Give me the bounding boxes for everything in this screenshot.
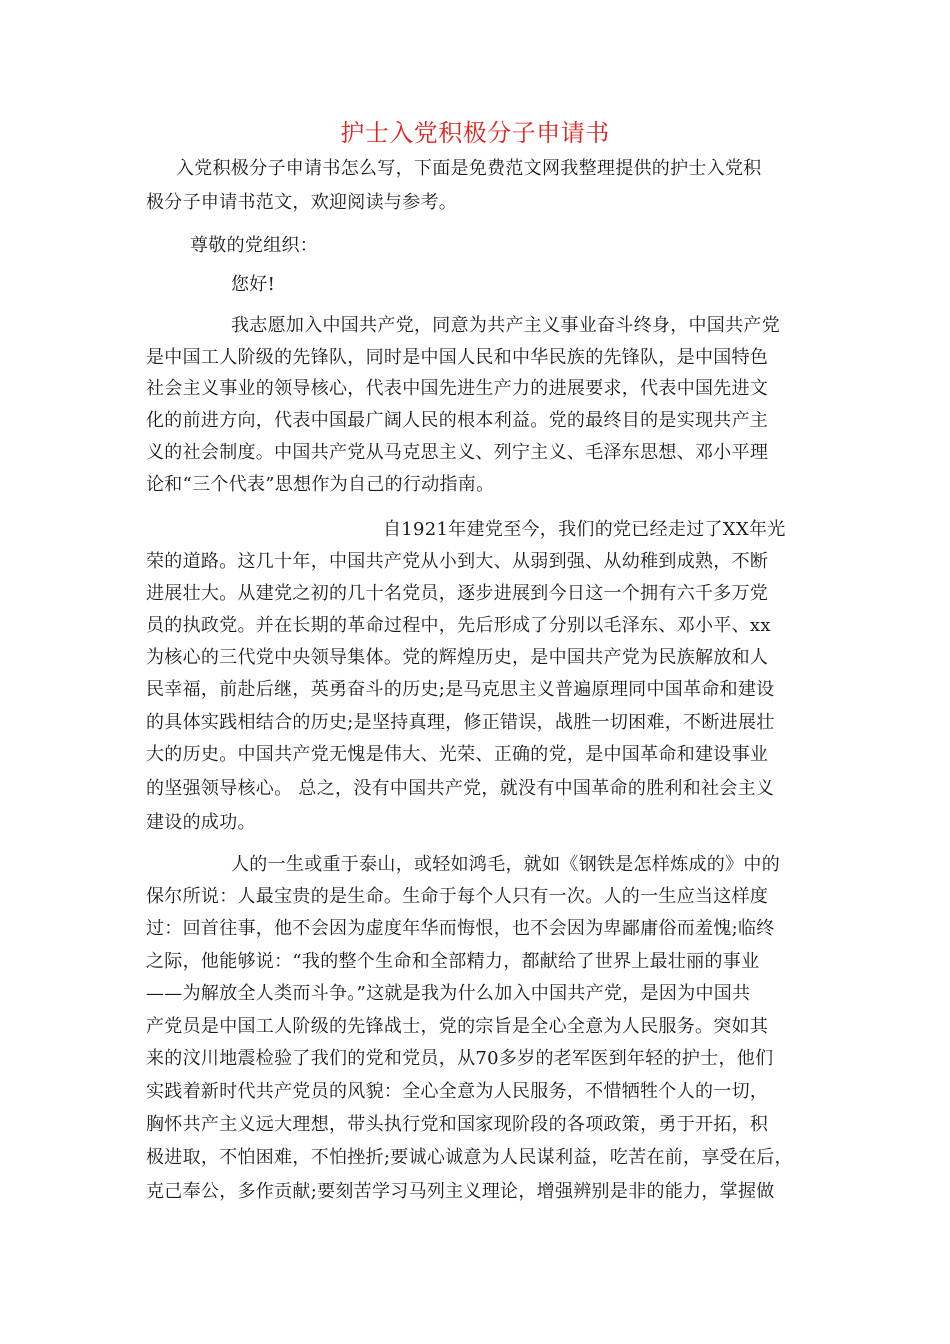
text-line: 荣的道路。这几十年，中国共产党从小到大、从弱到强、从幼稚到成熟，不断	[146, 551, 769, 572]
text-line: 是中国工人阶级的先锋队，同时是中国人民和中华民族的先锋队，是中国特色	[146, 347, 769, 368]
text-line: 的具体实践相结合的历史;是坚持真理，修正错误，战胜一切困难，不断进展壮	[146, 712, 775, 733]
text-line: 民幸福，前赴后继，英勇奋斗的历史;是马克思主义普遍原理同中国革命和建设	[146, 679, 775, 700]
text-line: 论和“三个代表”思想作为自己的行动指南。	[146, 474, 495, 495]
text-line: ——为解放全人类而斗争。”这就是我为什么加入中国共产党，是因为中国共	[146, 983, 751, 1004]
text-line: 入党积极分子申请书怎么写，下面是免费范文网我整理提供的护士入党积	[176, 158, 762, 179]
greeting: 您好!	[231, 274, 276, 295]
text-line: 进展壮大。从建党之初的几十名党员，逐步进展到今日这一个拥有六千多万党	[146, 583, 769, 604]
text-line: 来的汶川地震检验了我们的党和党员，从70多岁的老军医到年轻的护士，他们	[146, 1048, 774, 1069]
text-line: 产党员是中国工人阶级的先锋战士，党的宗旨是全心全意为人民服务。突如其	[146, 1016, 769, 1037]
text-line: 极进取，不怕困难，不怕挫折;要诚心诚意为人民谋利益，吃苦在前，享受在后，	[146, 1147, 793, 1168]
text-line: 义的社会制度。中国共产党从马克思主义、列宁主义、毛泽东思想、邓小平理	[146, 442, 769, 463]
text-line: 克己奉公，多作贡献;要刻苦学习马列主义理论，增强辨别是非的能力，掌握做	[146, 1181, 775, 1202]
text-line: 之际，他能够说：“我的整个生命和全部精力，都献给了世界上最壮丽的事业	[146, 951, 760, 972]
salutation: 尊敬的党组织：	[190, 235, 319, 256]
text-line: 我志愿加入中国共产党，同意为共产主义事业奋斗终身，中国共产党	[231, 315, 780, 336]
text-line: 大的历史。中国共产党无愧是伟大、光荣、正确的党，是中国革命和建设事业	[146, 744, 769, 765]
text-line: 人的一生或重于泰山，或轻如鸿毛，就如《钢铁是怎样炼成的》中的	[231, 854, 780, 875]
text-line: 实践着新时代共产党员的风貌：全心全意为人民服务，不惜牺牲个人的一切，	[146, 1081, 769, 1102]
text-line: 建设的成功。	[146, 812, 256, 833]
text-line: 保尔所说：人最宝贵的是生命。生命于每个人只有一次。人的一生应当这样度	[146, 886, 769, 907]
document-title: 护士入党积极分子申请书	[340, 119, 610, 147]
text-line: 胸怀共产主义远大理想，带头执行党和国家现阶段的各项政策，勇于开拓，积	[146, 1114, 769, 1135]
text-line: 化的前进方向，代表中国最广阔人民的根本利益。党的最终目的是实现共产主	[146, 410, 769, 431]
text-line: 极分子申请书范文，欢迎阅读与参考。	[146, 192, 458, 213]
text-line: 社会主义事业的领导核心，代表中国先进生产力的进展要求，代表中国先进文	[146, 378, 769, 399]
text-line: 的坚强领导核心。 总之，没有中国共产党，就没有中国革命的胜利和社会主义	[146, 778, 775, 799]
text-line: 员的执政党。并在长期的革命过程中，先后形成了分别以毛泽东、邓小平、xx	[146, 615, 771, 636]
text-line: 自1921年建党至今，我们的党已经走过了XX年光	[383, 519, 786, 540]
text-line: 为核心的三代党中央领导集体。党的辉煌历史，是中国共产党为民族解放和人	[146, 647, 769, 668]
text-line: 过：回首往事，他不会因为虚度年华而悔恨，也不会因为卑鄙庸俗而羞愧;临终	[146, 918, 775, 939]
